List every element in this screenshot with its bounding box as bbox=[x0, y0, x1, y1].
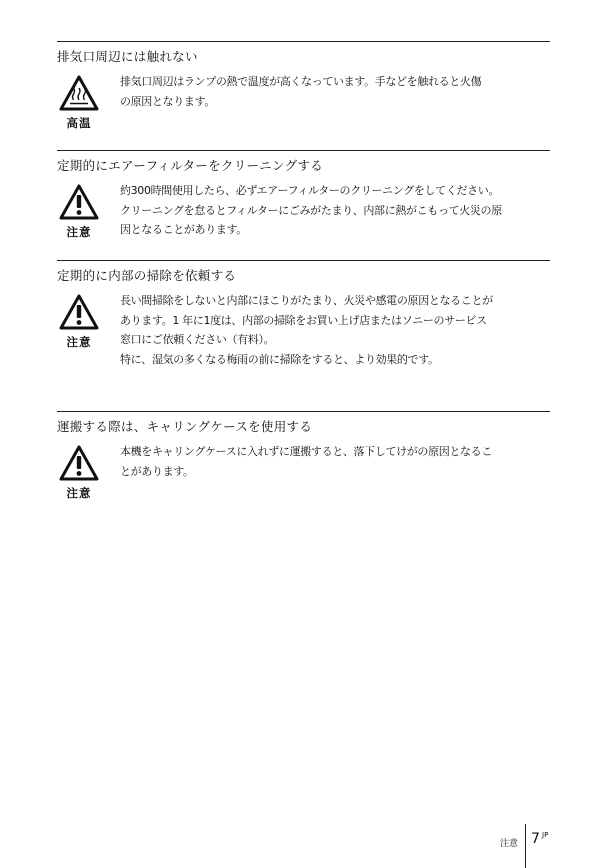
section-exhaust-vent bbox=[57, 41, 550, 130]
body-line: 因となることがあります。 bbox=[120, 223, 247, 236]
body-line: あります。1 年に1度は、内部の掃除をお買い上げ店またはソニーのサービス bbox=[120, 313, 487, 327]
section-internal-cleaning bbox=[57, 260, 550, 366]
body-line: 排気口周辺はランプの熱で温度が高くなっています。手などを触れると火傷 bbox=[120, 75, 482, 88]
footer-section-name: 注意 bbox=[500, 839, 519, 849]
icon-label: 注意 bbox=[66, 225, 92, 239]
body-line: クリーニングを怠るとフィルターにごみがたまり、内部に熱がこもって火災の原 bbox=[120, 203, 502, 217]
body-line: 特に、湿気の多くなる梅雨の前に掃除をすると、より効果的です。 bbox=[120, 352, 439, 366]
body-line: 長い間掃除をしないと内部にほこりがたまり、火災や感電の原因となることが bbox=[120, 294, 493, 307]
caution-icon-block bbox=[57, 445, 101, 501]
page-number-suffix: JP bbox=[542, 831, 549, 839]
body-line: の原因となります。 bbox=[120, 94, 215, 108]
body-line: 約300時間使用したら、必ずエアーフィルターのクリーニングをしてください。 bbox=[120, 184, 500, 197]
section-heading: 定期的に内部の掃除を依頼する bbox=[57, 268, 237, 283]
section-heading: 定期的にエアーフィルターをクリーニングする bbox=[57, 158, 324, 173]
warning-icon-block bbox=[57, 75, 101, 131]
icon-label: 高温 bbox=[66, 116, 92, 130]
section-air-filter bbox=[57, 150, 550, 239]
section-heading: 排気口周辺には触れない bbox=[57, 49, 198, 64]
section-heading: 運搬する際は、キャリングケースを使用する bbox=[57, 419, 313, 434]
section-body bbox=[120, 442, 550, 481]
section-carrying-case bbox=[57, 411, 550, 500]
caution-exclamation-icon bbox=[59, 184, 99, 220]
body-line: 窓口にご依頼ください（有料）。 bbox=[120, 333, 275, 346]
caution-exclamation-icon bbox=[59, 445, 99, 481]
section-body bbox=[120, 72, 550, 111]
section-body bbox=[120, 181, 550, 240]
page-footer bbox=[500, 824, 580, 868]
caution-exclamation-icon bbox=[59, 294, 99, 330]
section-divider bbox=[57, 260, 550, 261]
body-line: 本機をキャリングケースに入れずに運搬すると、落下してけがの原因となるこ bbox=[120, 445, 492, 458]
icon-label: 注意 bbox=[66, 335, 92, 349]
caution-icon-block bbox=[57, 294, 101, 350]
footer-divider bbox=[525, 824, 526, 868]
icon-label: 注意 bbox=[66, 486, 92, 500]
section-divider bbox=[57, 41, 550, 42]
section-divider bbox=[57, 150, 550, 151]
section-divider bbox=[57, 411, 550, 412]
hot-surface-warning-icon bbox=[59, 75, 99, 111]
body-line: とがあります。 bbox=[120, 464, 194, 478]
caution-icon-block bbox=[57, 184, 101, 240]
section-body bbox=[120, 291, 550, 369]
page-number: 7 bbox=[531, 831, 540, 847]
